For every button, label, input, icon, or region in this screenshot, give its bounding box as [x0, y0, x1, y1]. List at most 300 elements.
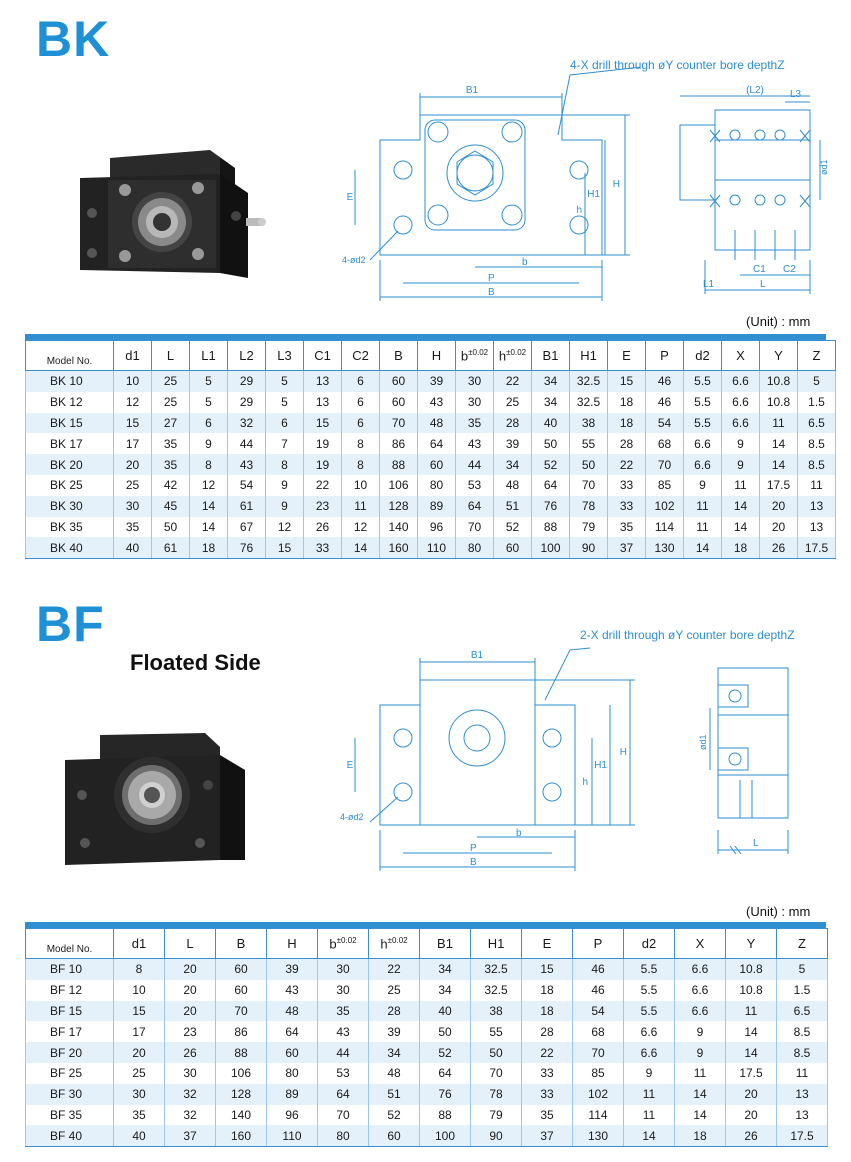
- table-cell: 52: [420, 1042, 471, 1063]
- table-cell: 25: [152, 392, 190, 413]
- table-cell: 15: [114, 1001, 165, 1022]
- table-cell: 5: [266, 392, 304, 413]
- bk-dim-c1: C1: [753, 264, 766, 275]
- table-cell: 40: [532, 413, 570, 434]
- table-cell: 5: [266, 371, 304, 392]
- table-cell: 96: [418, 517, 456, 538]
- table-cell: 12: [342, 517, 380, 538]
- table-cell: 9: [675, 1021, 726, 1042]
- table-cell: 10: [342, 475, 380, 496]
- bk-col-header: P: [646, 341, 684, 371]
- table-cell: 48: [267, 1001, 318, 1022]
- bk-col-header: $h^{\pm 0.02}$: [494, 341, 532, 371]
- table-cell: 20: [726, 1105, 777, 1126]
- table-cell: BF 15: [26, 1001, 114, 1022]
- table-cell: 6.6: [722, 371, 760, 392]
- table-cell: 28: [494, 413, 532, 434]
- table-cell: 6: [342, 413, 380, 434]
- table-cell: 23: [165, 1021, 216, 1042]
- table-cell: 8.5: [777, 1021, 828, 1042]
- table-cell: 89: [267, 1084, 318, 1105]
- table-cell: 80: [267, 1063, 318, 1084]
- table-cell: 52: [532, 454, 570, 475]
- table-cell: 19: [304, 454, 342, 475]
- table-cell: 13: [304, 371, 342, 392]
- bk-dim-h: H: [612, 179, 620, 190]
- table-cell: BK 12: [26, 392, 114, 413]
- table-cell: 86: [216, 1021, 267, 1042]
- bf-dim-d2: 4-ød2: [340, 812, 364, 822]
- table-cell: 14: [675, 1105, 726, 1126]
- table-cell: 10: [114, 980, 165, 1001]
- table-cell: 25: [494, 392, 532, 413]
- table-cell: 114: [573, 1105, 624, 1126]
- table-cell: 29: [228, 371, 266, 392]
- bk-col-header: Model No.: [26, 341, 114, 371]
- table-cell: 110: [418, 537, 456, 558]
- table-cell: 35: [114, 1105, 165, 1126]
- table-cell: 160: [380, 537, 418, 558]
- table-cell: 34: [369, 1042, 420, 1063]
- table-cell: 102: [646, 496, 684, 517]
- table-cell: 9: [722, 433, 760, 454]
- table-cell: 130: [646, 537, 684, 558]
- table-cell: 10.8: [760, 371, 798, 392]
- bk-product-photo: [70, 138, 270, 288]
- table-cell: 6.6: [675, 1001, 726, 1022]
- table-cell: BF 17: [26, 1021, 114, 1042]
- bk-col-header: L2: [228, 341, 266, 371]
- table-cell: 14: [684, 537, 722, 558]
- table-cell: 14: [722, 496, 760, 517]
- bf-title: BF: [36, 596, 105, 652]
- table-cell: 60: [494, 537, 532, 558]
- table-cell: BK 15: [26, 413, 114, 434]
- table-cell: 88: [380, 454, 418, 475]
- table-cell: 70: [570, 475, 608, 496]
- table-cell: 100: [532, 537, 570, 558]
- bf-dim-p: P: [470, 843, 477, 854]
- bk-dim-b1: B1: [465, 85, 479, 96]
- table-cell: 18: [722, 537, 760, 558]
- bf-col-header: Z: [777, 929, 828, 959]
- bk-dim-h-small: h: [576, 205, 582, 216]
- table-cell: BK 17: [26, 433, 114, 454]
- bk-side-drawing: [665, 80, 835, 300]
- table-cell: 10.8: [760, 392, 798, 413]
- table-cell: 18: [675, 1125, 726, 1146]
- table-cell: 34: [532, 392, 570, 413]
- table-cell: 39: [369, 1021, 420, 1042]
- table-cell: 33: [522, 1084, 573, 1105]
- table-cell: 52: [494, 517, 532, 538]
- table-cell: 6.5: [798, 413, 836, 434]
- table-cell: 54: [646, 413, 684, 434]
- bf-col-header: P: [573, 929, 624, 959]
- table-cell: BF 10: [26, 959, 114, 980]
- table-cell: 106: [380, 475, 418, 496]
- table-cell: 5: [777, 959, 828, 980]
- table-cell: 88: [420, 1105, 471, 1126]
- table-cell: 106: [216, 1063, 267, 1084]
- table-cell: 60: [216, 980, 267, 1001]
- table-cell: 11: [684, 517, 722, 538]
- table-cell: 20: [726, 1084, 777, 1105]
- table-cell: 14: [675, 1084, 726, 1105]
- table-cell: BF 20: [26, 1042, 114, 1063]
- table-cell: 52: [369, 1105, 420, 1126]
- table-cell: 68: [573, 1021, 624, 1042]
- table-cell: 28: [369, 1001, 420, 1022]
- table-cell: 140: [380, 517, 418, 538]
- bf-col-header: B1: [420, 929, 471, 959]
- table-cell: 25: [114, 475, 152, 496]
- table-cell: 128: [380, 496, 418, 517]
- bk-drill-note: 4-X drill through øY counter bore depthZ: [570, 58, 785, 72]
- table-cell: 76: [228, 537, 266, 558]
- table-cell: 7: [266, 433, 304, 454]
- bf-dim-h: H: [619, 747, 627, 758]
- table-cell: 13: [777, 1084, 828, 1105]
- table-cell: 80: [456, 537, 494, 558]
- bk-col-header: Z: [798, 341, 836, 371]
- table-cell: 37: [522, 1125, 573, 1146]
- table-cell: 9: [624, 1063, 675, 1084]
- bf-dim-e: E: [346, 760, 354, 771]
- table-cell: 14: [726, 1042, 777, 1063]
- table-cell: 14: [722, 517, 760, 538]
- table-cell: 80: [418, 475, 456, 496]
- table-cell: 90: [471, 1125, 522, 1146]
- bk-dim-l3: L3: [790, 89, 802, 100]
- table-cell: 26: [304, 517, 342, 538]
- table-cell: BF 12: [26, 980, 114, 1001]
- bk-col-header: X: [722, 341, 760, 371]
- table-cell: 70: [456, 517, 494, 538]
- table-cell: 85: [573, 1063, 624, 1084]
- table-cell: 6.6: [675, 980, 726, 1001]
- table-cell: 6: [342, 392, 380, 413]
- table-cell: 10: [114, 371, 152, 392]
- bk-dim-l: L: [760, 279, 766, 290]
- bf-dim-b: B: [470, 857, 477, 868]
- table-cell: 46: [573, 959, 624, 980]
- table-cell: 22: [522, 1042, 573, 1063]
- bf-header-row: [26, 929, 828, 959]
- bk-col-header: E: [608, 341, 646, 371]
- table-cell: 32: [165, 1105, 216, 1126]
- table-cell: BF 35: [26, 1105, 114, 1126]
- table-cell: 35: [522, 1105, 573, 1126]
- table-cell: 30: [318, 959, 369, 980]
- table-cell: 50: [532, 433, 570, 454]
- bk-dim-h1: H1: [587, 189, 600, 200]
- table-cell: 50: [152, 517, 190, 538]
- table-row: [26, 517, 836, 538]
- table-cell: 18: [608, 413, 646, 434]
- bk-col-header: C1: [304, 341, 342, 371]
- table-cell: 14: [342, 537, 380, 558]
- table-cell: 14: [190, 517, 228, 538]
- table-cell: 33: [522, 1063, 573, 1084]
- bk-col-header: Y: [760, 341, 798, 371]
- table-cell: 22: [369, 959, 420, 980]
- table-cell: 54: [228, 475, 266, 496]
- table-cell: 6.5: [777, 1001, 828, 1022]
- table-cell: 17: [114, 1021, 165, 1042]
- table-cell: BK 10: [26, 371, 114, 392]
- table-cell: 14: [760, 454, 798, 475]
- table-cell: 20: [760, 517, 798, 538]
- table-cell: 35: [456, 413, 494, 434]
- table-cell: 26: [760, 537, 798, 558]
- table-cell: 8.5: [777, 1042, 828, 1063]
- table-cell: 11: [760, 413, 798, 434]
- table-cell: 35: [608, 517, 646, 538]
- bk-dim-l1: L1: [703, 279, 715, 290]
- table-cell: 15: [304, 413, 342, 434]
- table-cell: 27: [152, 413, 190, 434]
- table-cell: 60: [380, 392, 418, 413]
- table-cell: 45: [152, 496, 190, 517]
- table-cell: 70: [646, 454, 684, 475]
- bf-dim-h1: H1: [594, 760, 607, 771]
- table-cell: 5.5: [684, 392, 722, 413]
- table-row: [26, 1063, 828, 1084]
- table-cell: 20: [760, 496, 798, 517]
- table-cell: 11: [726, 1001, 777, 1022]
- table-cell: 38: [570, 413, 608, 434]
- table-cell: 29: [228, 392, 266, 413]
- table-cell: 39: [418, 371, 456, 392]
- bf-col-header: L: [165, 929, 216, 959]
- bk-dim-p: P: [488, 273, 495, 284]
- table-cell: 18: [522, 980, 573, 1001]
- table-cell: 8: [342, 433, 380, 454]
- table-cell: 42: [152, 475, 190, 496]
- table-cell: 140: [216, 1105, 267, 1126]
- table-cell: 61: [228, 496, 266, 517]
- table-cell: 11: [684, 496, 722, 517]
- table-cell: 70: [318, 1105, 369, 1126]
- bf-product-photo: [60, 725, 250, 875]
- table-cell: 9: [684, 475, 722, 496]
- table-cell: 5: [190, 371, 228, 392]
- table-cell: 8: [190, 454, 228, 475]
- table-cell: 68: [646, 433, 684, 454]
- table-cell: 46: [646, 371, 684, 392]
- bk-dim-e: E: [346, 192, 354, 203]
- table-cell: 11: [798, 475, 836, 496]
- table-row: [26, 537, 836, 558]
- bf-col-header: $b^{\pm 0.02}$: [318, 929, 369, 959]
- table-cell: 110: [267, 1125, 318, 1146]
- bf-col-header: $h^{\pm 0.02}$: [369, 929, 420, 959]
- table-cell: 60: [267, 1042, 318, 1063]
- table-cell: 22: [494, 371, 532, 392]
- table-cell: 70: [216, 1001, 267, 1022]
- table-cell: 50: [420, 1021, 471, 1042]
- bf-col-header: H1: [471, 929, 522, 959]
- table-cell: 13: [777, 1105, 828, 1126]
- table-cell: BF 40: [26, 1125, 114, 1146]
- table-cell: 51: [494, 496, 532, 517]
- table-cell: 10.8: [726, 959, 777, 980]
- table-cell: 33: [608, 496, 646, 517]
- table-cell: 64: [318, 1084, 369, 1105]
- bk-dim-c2: C2: [783, 264, 796, 275]
- bk-col-header: d2: [684, 341, 722, 371]
- table-row: [26, 433, 836, 454]
- table-cell: 17.5: [777, 1125, 828, 1146]
- bk-col-header: H: [418, 341, 456, 371]
- table-cell: 6.6: [675, 959, 726, 980]
- bf-col-header: Model No.: [26, 929, 114, 959]
- table-cell: 8.5: [798, 433, 836, 454]
- table-cell: 25: [114, 1063, 165, 1084]
- bk-spec-table: [25, 340, 836, 559]
- table-cell: BK 35: [26, 517, 114, 538]
- table-cell: 46: [646, 392, 684, 413]
- table-cell: BF 30: [26, 1084, 114, 1105]
- table-cell: 33: [304, 537, 342, 558]
- table-cell: 11: [722, 475, 760, 496]
- table-row: [26, 1042, 828, 1063]
- table-cell: BK 30: [26, 496, 114, 517]
- bk-front-drawing: [330, 55, 640, 315]
- table-cell: 9: [722, 454, 760, 475]
- table-cell: 20: [165, 1001, 216, 1022]
- table-cell: 28: [608, 433, 646, 454]
- table-cell: 40: [114, 1125, 165, 1146]
- table-cell: 32: [165, 1084, 216, 1105]
- table-cell: 14: [726, 1021, 777, 1042]
- table-cell: 55: [570, 433, 608, 454]
- table-row: [26, 959, 828, 980]
- table-cell: 14: [190, 496, 228, 517]
- table-cell: 89: [418, 496, 456, 517]
- table-cell: 78: [570, 496, 608, 517]
- table-cell: 18: [608, 392, 646, 413]
- bf-col-header: d1: [114, 929, 165, 959]
- table-cell: 9: [675, 1042, 726, 1063]
- table-cell: 55: [471, 1021, 522, 1042]
- table-cell: 6.6: [722, 392, 760, 413]
- table-cell: 70: [573, 1042, 624, 1063]
- bf-col-header: H: [267, 929, 318, 959]
- table-cell: 14: [624, 1125, 675, 1146]
- table-cell: 60: [216, 959, 267, 980]
- table-cell: 20: [165, 980, 216, 1001]
- table-cell: 22: [304, 475, 342, 496]
- table-cell: 28: [522, 1021, 573, 1042]
- table-cell: 8: [114, 959, 165, 980]
- table-cell: 34: [494, 454, 532, 475]
- table-cell: 38: [471, 1001, 522, 1022]
- table-cell: 70: [380, 413, 418, 434]
- table-cell: 32.5: [570, 371, 608, 392]
- table-cell: 5.5: [684, 413, 722, 434]
- table-cell: 5.5: [684, 371, 722, 392]
- bf-col-header: B: [216, 929, 267, 959]
- table-cell: 30: [456, 371, 494, 392]
- table-cell: 35: [114, 517, 152, 538]
- table-cell: 43: [267, 980, 318, 1001]
- table-row: [26, 1125, 828, 1146]
- table-cell: 10.8: [726, 980, 777, 1001]
- table-cell: 6.6: [684, 454, 722, 475]
- table-cell: 5: [190, 392, 228, 413]
- table-cell: 32.5: [471, 959, 522, 980]
- table-cell: 1.5: [777, 980, 828, 1001]
- table-cell: 26: [165, 1042, 216, 1063]
- table-cell: 33: [608, 475, 646, 496]
- table-cell: 5.5: [624, 980, 675, 1001]
- table-cell: 85: [646, 475, 684, 496]
- bf-front-drawing: [330, 640, 640, 880]
- bk-col-header: d1: [114, 341, 152, 371]
- table-cell: 90: [570, 537, 608, 558]
- table-cell: 12: [114, 392, 152, 413]
- table-cell: 32.5: [570, 392, 608, 413]
- table-cell: 17.5: [726, 1063, 777, 1084]
- table-cell: 17: [114, 433, 152, 454]
- table-cell: 9: [190, 433, 228, 454]
- table-cell: 53: [318, 1063, 369, 1084]
- table-cell: 13: [798, 496, 836, 517]
- table-cell: 64: [532, 475, 570, 496]
- table-row: [26, 1021, 828, 1042]
- table-cell: 100: [420, 1125, 471, 1146]
- bk-col-header: $b^{\pm 0.02}$: [456, 341, 494, 371]
- table-cell: 15: [266, 537, 304, 558]
- table-cell: 1.5: [798, 392, 836, 413]
- table-cell: 48: [494, 475, 532, 496]
- table-cell: 48: [418, 413, 456, 434]
- table-cell: 39: [494, 433, 532, 454]
- table-cell: 114: [646, 517, 684, 538]
- table-cell: 128: [216, 1084, 267, 1105]
- table-cell: 25: [152, 371, 190, 392]
- table-cell: 60: [418, 454, 456, 475]
- table-cell: 76: [420, 1084, 471, 1105]
- table-cell: 6: [190, 413, 228, 434]
- bk-col-header: C2: [342, 341, 380, 371]
- bk-col-header: H1: [570, 341, 608, 371]
- bf-dim-l: L: [753, 838, 759, 849]
- table-cell: 23: [304, 496, 342, 517]
- table-cell: 70: [471, 1063, 522, 1084]
- table-cell: 51: [369, 1084, 420, 1105]
- bf-dim-b-small: b: [516, 828, 522, 839]
- table-row: [26, 475, 836, 496]
- table-cell: 35: [152, 433, 190, 454]
- table-cell: 44: [456, 454, 494, 475]
- table-cell: 11: [342, 496, 380, 517]
- table-cell: 6.6: [624, 1021, 675, 1042]
- table-cell: 13: [304, 392, 342, 413]
- table-cell: 8.5: [798, 454, 836, 475]
- table-cell: 30: [165, 1063, 216, 1084]
- bk-dim-b-small: b: [522, 257, 528, 268]
- table-cell: 15: [522, 959, 573, 980]
- bk-dim-b: B: [488, 287, 495, 298]
- table-cell: 67: [228, 517, 266, 538]
- bk-dim-d2: 4-ød2: [342, 255, 366, 265]
- table-cell: 35: [152, 454, 190, 475]
- table-cell: 20: [165, 959, 216, 980]
- table-cell: 13: [798, 517, 836, 538]
